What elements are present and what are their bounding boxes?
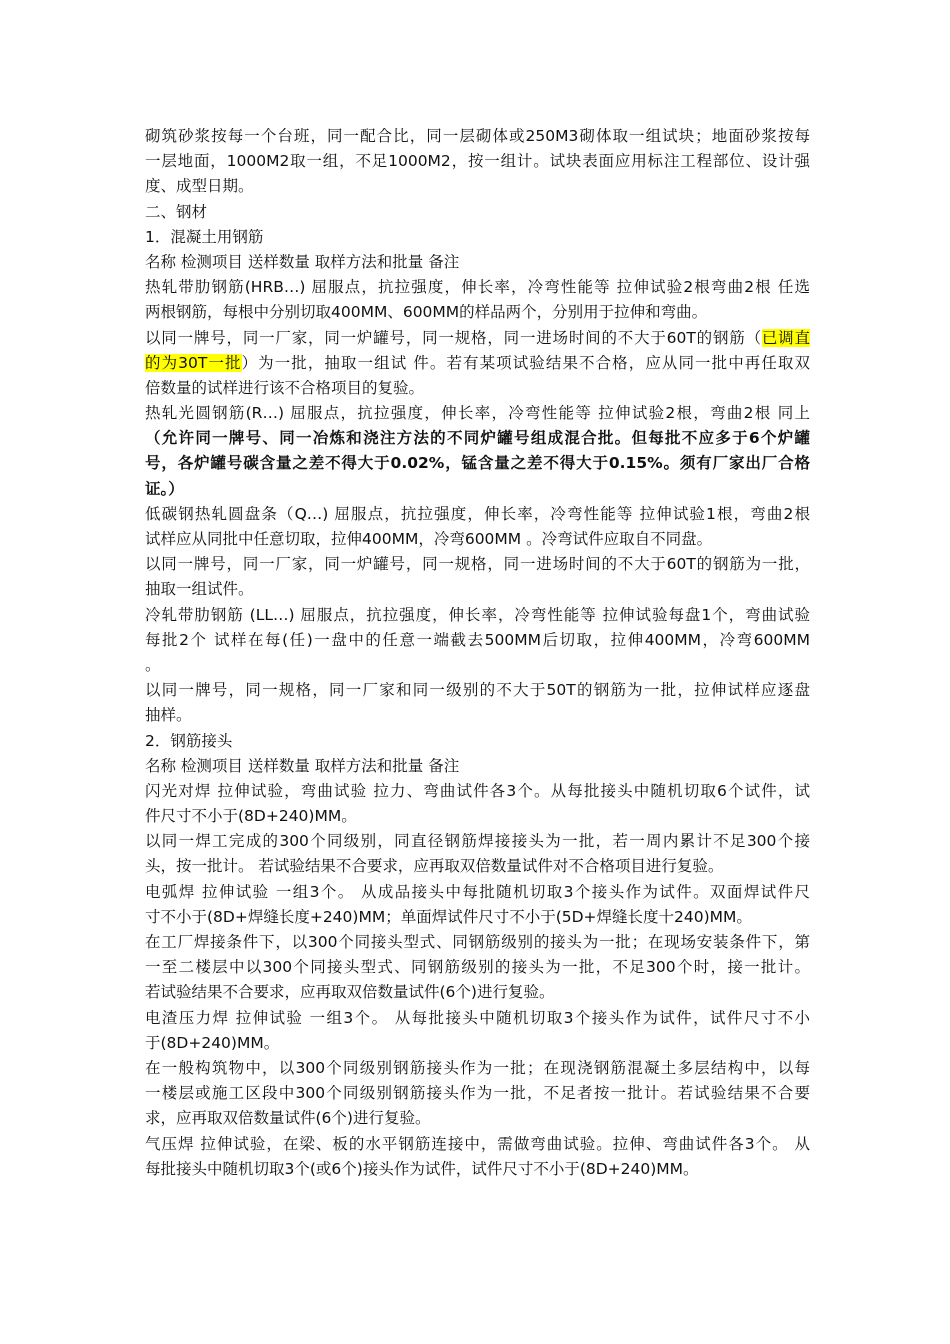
text-line: 电弧焊 拉伸试验 一组3个。 从成品接头中每批随机切取3个接头作为试件。双面焊试件尺 [145, 882, 810, 901]
text-line: 。 [145, 655, 161, 674]
highlighted-text: 的为30T一批 [145, 353, 242, 372]
text-line: 件尺寸不小于(8D+240)MM。 [145, 807, 357, 826]
text-line: 热轧光圆钢筋(R…) 屈服点，抗拉强度，伸长率，冷弯性能等 拉伸试验2根，弯曲2根 同上 [145, 404, 810, 423]
text-line: 以同一焊工完成的300个同级别，同直径钢筋焊接接头为一批，若一周内累计不足300个接 [145, 832, 810, 851]
text-line: 号，各炉罐号碳含量之差不得大于0.02%，锰含量之差不得大于0.15%。须有厂家出厂合格 [145, 454, 810, 473]
text-line [145, 351, 810, 376]
text-line: 头，按一批计。 若试验结果不合要求，应再取双倍数量试件对不合格项目进行复验。 [145, 857, 724, 876]
document-body [145, 124, 810, 1182]
text-line: 抽样。 [145, 706, 192, 725]
highlighted-text: 已调直 [761, 328, 810, 347]
text-line: 以同一牌号，同一厂家，同一炉罐号，同一规格，同一进场时间的不大于60T的钢筋为一批， [145, 555, 810, 574]
text-line: 名称 检测项目 送样数量 取样方法和批量 备注 [145, 756, 460, 775]
text-line: 在工厂焊接条件下，以300个同接头型式、同钢筋级别的接头为一批；在现场安装条件下，第 [145, 933, 810, 951]
text-line: 1．混凝土用钢筋 [145, 227, 264, 246]
text-line: 一层地面，1000M2取一组，不足1000M2，按一组计。试块表面应用标注工程部位、设计强 [145, 152, 810, 171]
text-line: 名称 检测项目 送样数量 取样方法和批量 备注 [145, 252, 460, 271]
text-line: 若试验结果不合要求，应再取双倍数量试件(6个)进行复验。 [145, 983, 555, 1002]
text-line: 低碳钢热轧圆盘条（Q…) 屈服点，抗拉强度，伸长率，冷弯性能等 拉伸试验1根，弯曲2根 [145, 504, 810, 523]
text-line: 证。） [145, 479, 184, 498]
text-line: 一至二楼层中以300个同接头型式、同钢筋级别的接头为一批，不足300个时，接一批计。 [145, 958, 810, 977]
text-line: 在一般构筑物中，以300个同级别钢筋接头作为一批；在现浇钢筋混凝土多层结构中，以每 [145, 1058, 810, 1077]
text-line: 一楼层或施工区段中300个同级别钢筋接头作为一批，不足者按一批计。若试验结果不合要 [145, 1084, 810, 1103]
text-line: 以同一牌号，同一规格，同一厂家和同一级别的不大于50T的钢筋为一批，拉伸试样应逐盘 [145, 681, 810, 700]
text-line: 热轧带肋钢筋(HRB…) 屈服点，抗拉强度，伸长率，冷弯性能等 拉伸试验2根弯曲2根 任选 [145, 278, 810, 297]
text-line: 抽取一组试件。 [145, 580, 254, 599]
text-line: （允许同一牌号、同一冶炼和浇注方法的不同炉罐号组成混合批。但每批不应多于6个炉罐 [145, 429, 810, 448]
text-line: 求，应再取双倍数量试件(6个)进行复验。 [145, 1109, 431, 1128]
text-line: 砌筑砂浆按每一个台班，同一配合比，同一层砌体或250M3砌体取一组试块；地面砂浆按每 [145, 127, 810, 145]
text-segment: ）为一批，抽取一组试 件。若有某项试验结果不合格，应从同一批中再任取双 [241, 353, 810, 372]
text-line: 冷轧带肋钢筋 (LL…) 屈服点，抗拉强度，伸长率，冷弯性能等 拉伸试验每盘1个，弯曲试验 [145, 605, 810, 624]
text-line: 2．钢筋接头 [145, 731, 233, 750]
text-line: 于(8D+240)MM。 [145, 1033, 280, 1052]
text-line: 每批接头中随机切取3个(或6个)接头作为试件，试件尺寸不小于(8D+240)MM。 [145, 1159, 699, 1178]
text-line: 气压焊 拉伸试验，在梁、板的水平钢筋连接中，需做弯曲试验。拉伸、弯曲试件各3个。 从 [145, 1134, 810, 1153]
text-line: 倍数量的试样进行该不合格项目的复验。 [145, 378, 425, 397]
text-line: 二、钢材 [145, 202, 208, 221]
text-line: 闪光对焊 拉伸试验，弯曲试验 拉力、弯曲试件各3个。从每批接头中随机切取6个试件，试 [145, 781, 810, 800]
text-line: 两根钢筋，每根中分别切取400MM、600MM的样品两个，分别用于拉伸和弯曲。 [145, 303, 708, 322]
text-line: 试样应从同批中任意切取，拉伸400MM，冷弯600MM 。冷弯试件应取自不同盘。 [145, 530, 713, 548]
text-line: 电渣压力焊 拉伸试验 一组3个。 从每批接头中随机切取3个接头作为试件，试件尺寸不小 [145, 1008, 810, 1027]
text-line: 每批2个 试样在每(任)一盘中的任意一端截去500MM后切取，拉伸400MM，冷弯600MM [145, 630, 810, 649]
text-line: 度、成型日期。 [145, 177, 254, 196]
text-segment: 以同一牌号，同一厂家，同一炉罐号，同一规格，同一进场时间的不大于60T的钢筋（ [145, 328, 762, 347]
text-line [145, 326, 810, 351]
text-line: 寸不小于(8D+焊缝长度+240)MM；单面焊试件尺寸不小于(5D+焊缝长度十240)MM。 [145, 907, 752, 926]
